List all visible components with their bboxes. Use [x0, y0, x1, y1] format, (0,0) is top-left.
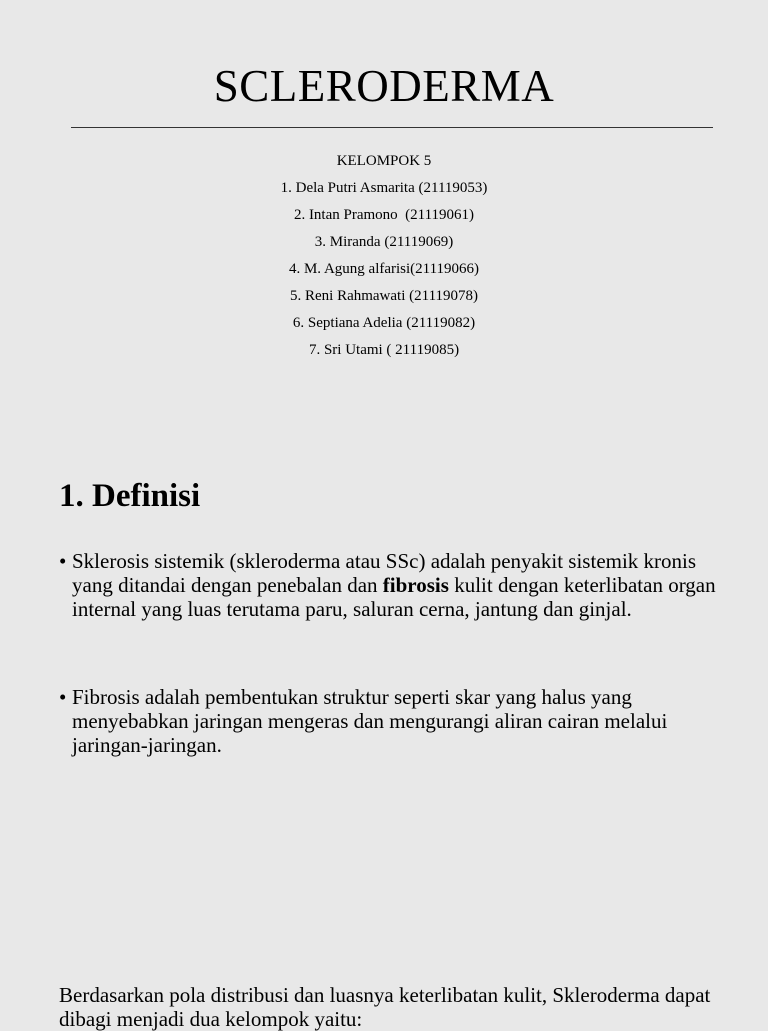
member-item: 3. Miranda (21119069) [314, 234, 454, 250]
title-divider [71, 127, 713, 128]
member-item: 4. M. Agung alfarisi(21119066) [288, 261, 480, 277]
group-label: KELOMPOK 5 [336, 153, 432, 169]
section-heading-definisi: 1. Definisi [59, 478, 201, 514]
bullet-marker: • [59, 685, 67, 709]
group-member-list [0, 148, 768, 364]
definition-bullet-1 [59, 549, 719, 621]
member-item: 6. Septiana Adelia (21119082) [292, 315, 476, 331]
bullet-bold-term: fibrosis [382, 573, 449, 597]
bullet-text-before: Sklerosis sistemik (skleroderma atau SSc) adalah penyakit sistemik kronis yang ditandai dengan penebalan dan [72, 549, 697, 597]
bullet-text: Fibrosis adalah pembentukan struktur seperti skar yang halus yang menyebabkan jaringan mengeras dan mengurangi aliran cairan melalui jaringan-jaringan. [72, 685, 668, 757]
bullet-marker: • [59, 549, 67, 573]
bullet-text-after: kulit dengan keterlibatan organ internal yang luas terutama paru, saluran cerna, jantung dan ginjal. [72, 573, 716, 621]
classification-intro-text: Berdasarkan pola distribusi dan luasnya keterlibatan kulit, Skleroderma dapat dibagi menjadi dua kelompok yaitu: [59, 983, 711, 1031]
slide-title: SCLERODERMA [213, 61, 555, 111]
member-item: 7. Sri Utami ( 21119085) [308, 342, 460, 358]
member-item: 1. Dela Putri Asmarita (21119053) [280, 180, 488, 196]
member-item: 5. Reni Rahmawati (21119078) [289, 288, 479, 304]
member-item: 2. Intan Pramono (21119061) [293, 207, 475, 223]
definition-bullet-2 [59, 685, 719, 757]
